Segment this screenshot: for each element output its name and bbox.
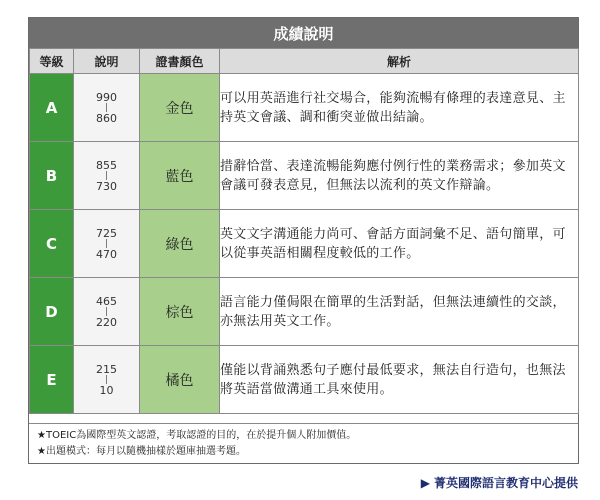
table-row (30, 74, 579, 142)
score-range-cell (74, 210, 140, 278)
cert-color-cell: 藍色 (140, 142, 220, 210)
score-high: 215 (96, 362, 117, 376)
analysis-cell: 僅能以背誦熟悉句子應付最低要求，無法自行造句，也無法將英語當做溝通工具來使用。 (220, 346, 579, 414)
level-cell: B (30, 142, 74, 210)
footnote: ★TOEIC為國際型英文認證，考取認證的目的，在於提升個人附加價值。 (37, 430, 357, 441)
header-analysis: 解析 (220, 49, 579, 74)
source-credit (421, 474, 578, 491)
header-cert-color: 證書顏色 (140, 49, 220, 74)
score-high: 465 (96, 294, 117, 308)
score-low: 860 (96, 111, 117, 125)
source-credit-text: 菁英國際語言教育中心提供 (433, 476, 578, 490)
score-range-cell (74, 278, 140, 346)
table-row (30, 142, 579, 210)
analysis-cell: 可以用英語進行社交場合，能夠流暢有條理的表達意見、主持英文會議、調和衝突並做出結論。 (220, 74, 579, 142)
cert-color-cell: 金色 (140, 74, 220, 142)
score-range-cell (74, 74, 140, 142)
score-range-cell (74, 142, 140, 210)
play-arrow-icon: ▶ (420, 476, 430, 490)
level-cell: D (30, 278, 74, 346)
range-separator: | (104, 238, 109, 249)
header-description: 說明 (74, 49, 140, 74)
header-row (30, 49, 579, 74)
table-row (30, 346, 579, 414)
level-cell: A (30, 74, 74, 142)
score-high: 990 (96, 90, 117, 104)
table-row (30, 278, 579, 346)
level-cell: E (30, 346, 74, 414)
grade-table (29, 48, 579, 414)
analysis-cell: 語言能力僅侷限在簡單的生活對話，但無法連續性的交談，亦無法用英文工作。 (220, 278, 579, 346)
table-title: 成績說明 (29, 18, 578, 48)
analysis-cell: 英文文字溝通能力尚可、會話方面詞彙不足、語句簡單，可以從事英語相關程度較低的工作。 (220, 210, 579, 278)
range-separator: | (104, 374, 109, 385)
range-separator: | (104, 102, 109, 113)
score-range-cell (74, 346, 140, 414)
level-cell: C (30, 210, 74, 278)
analysis-cell: 措辭恰當、表達流暢能夠應付例行性的業務需求；參加英文會議可發表意見，但無法以流利的英文作辯論。 (220, 142, 579, 210)
score-low: 470 (96, 247, 117, 261)
cert-color-cell: 棕色 (140, 278, 220, 346)
score-table-panel (28, 17, 579, 464)
score-high: 725 (96, 226, 117, 240)
range-separator: | (104, 170, 109, 181)
cert-color-cell: 橘色 (140, 346, 220, 414)
score-low: 220 (96, 315, 117, 329)
footnote: ★出題模式：每月以隨機抽樣於題庫抽選考題。 (37, 446, 246, 457)
score-low: 10 (99, 383, 114, 397)
footnotes (29, 423, 578, 463)
score-high: 855 (96, 158, 117, 172)
range-separator: | (104, 306, 109, 317)
cert-color-cell: 綠色 (140, 210, 220, 278)
header-level: 等級 (30, 49, 74, 74)
table-row (30, 210, 579, 278)
score-low: 730 (96, 179, 117, 193)
